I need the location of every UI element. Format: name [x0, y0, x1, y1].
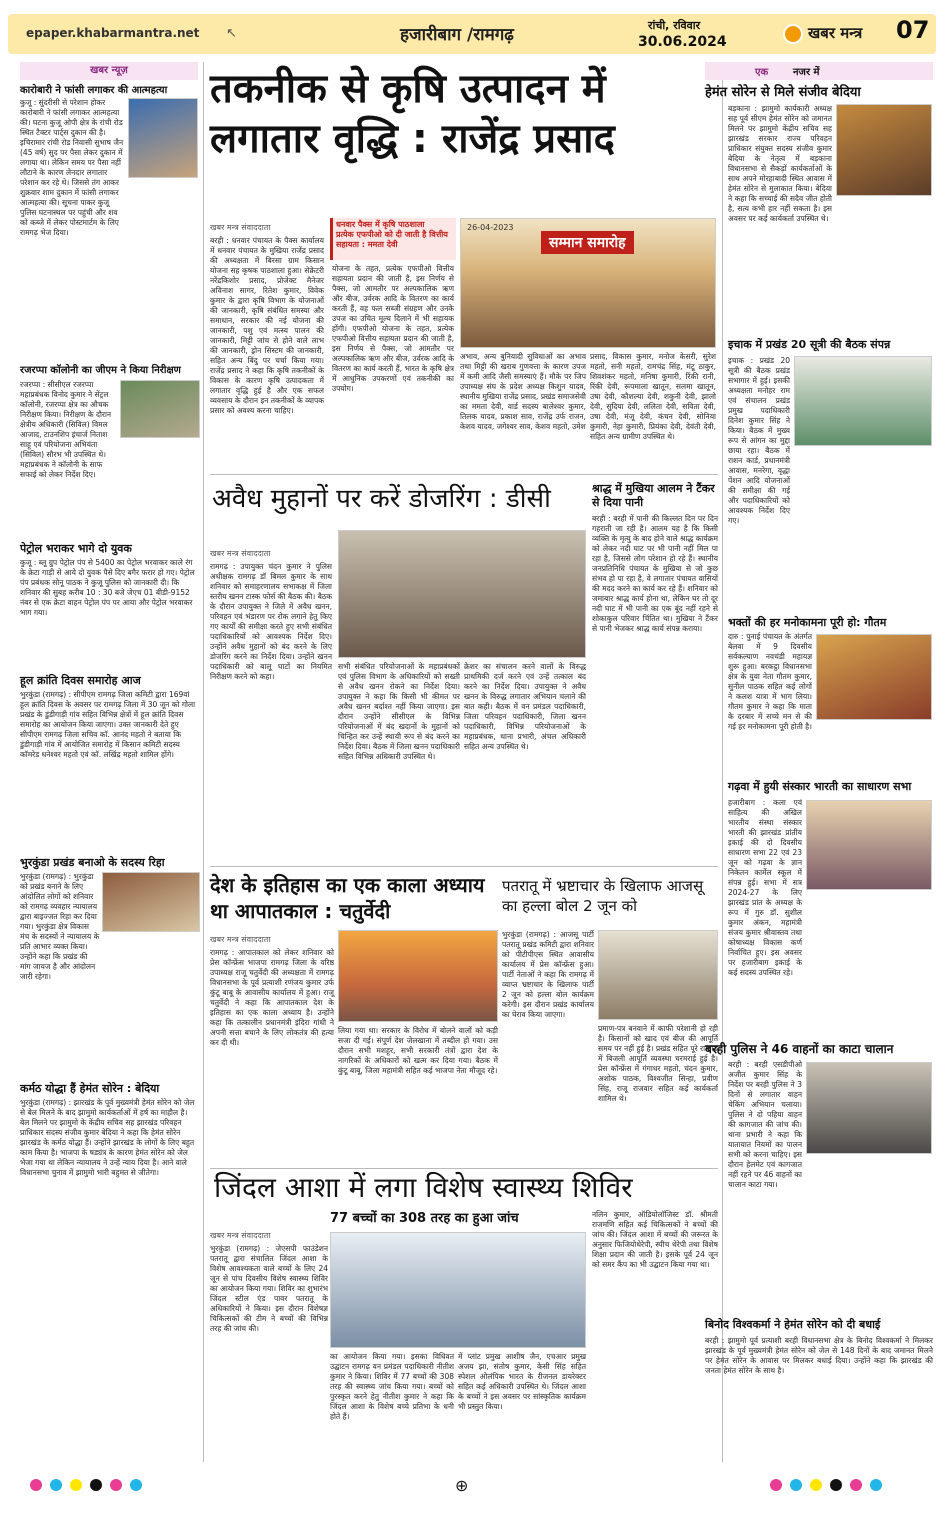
story-body: रजरप्पा : सीसीएल रजरप्पा महाप्रबंधक विनोद कुमार ने सेंट्रल कॉलोनी, रजरप्पा क्षेत्र का औचक निरीक्षण किया। निरीक्षण के दौरान क्षेत्रीय अधिकारी (सिविल) विमल आजाद, टाउनशिप इंचार्ज निताश साहू एवं परियोजना अभियंता (सिविल) सौरभ भी उपस्थित थे। महाप्रबंधक ने कॉलोनी के साफ सफाई को लेकर निर्देश दिए।: [20, 380, 112, 479]
story-headline: रजरप्पा कॉलोनी का जीएम ने किया निरीक्षण: [20, 365, 181, 376]
article-column-cont: [728, 200, 932, 328]
article-column: रामगढ़ : उपायुक्त चंदन कुमार ने पुलिस अधीक्षक रामगढ़ डॉ बिमल कुमार के साथ शनिवार को समाहरणालय सभाकक्ष में जिला स्तरीय खनन टास्क फोर्स की बैठक की। बैठक के दौरान उपायुक्त ने जिले में अवैध खनन, परिवहन एवं भंडारण पर रोक लगाने हेतु किए गए कार्यों की समीक्षा करते हुए सभी संबंधित पदाधिकारियों को आवश्यक निर्देश दिए। उन्होंने अवैध मुहानों को बंद करने के लिए डोजरिंग करने का निर्देश दिया। उन्होंने खनन पदाधिकारी को बालू घाटों का नियमित निरीक्षण करने को कहा।: [210, 562, 332, 681]
article-column: भुरकुंडा (रामगढ़) : जेएसपी फाउंडेशन पतरातू द्वारा संचालित जिंदल आशा के विशेष आवश्यकता वाले बच्चों के लिए 24 जून से पांच दिवसीय विशेष स्वास्थ्य शिविर का आयोजन किया गया। शिविर का शुभारंभ जिंदल स्टील एंड पावर पतरातू के अधिकारियों ने किया। इस दौरान विशेषज्ञ चिकित्सकों की टीम ने बच्चों की विभिन्न तरह की जांच की।: [210, 1244, 328, 1333]
article-column: बरही : बरही एसडीपीओ अजीत कुमार सिंह के निर्देश पर बरही पुलिस ने 3 दिनों से लगातार वाहन चेकिंग अभियान चलाया। पुलिस ने दो पहिया वाहन की कागजात की जांच की। थाना प्रभारी ने कहा कि यातायात नियमों का पालन सभी को करना चाहिए। इस दौरान हेलमेट एवं कागजात नहीं रहने पर 46 वाहनों का चालान काटा गया।: [728, 1060, 802, 1189]
story-body: भुरकुंडा (रामगढ़) : भुरकुंडा को प्रखंड बनाने के लिए आंदोलित लोगों को शनिवार को रामगढ़ व्यवहार न्यायालय द्वारा बाइज्जत रिहा कर दिया गया। भुरकुंडा क्षेत्र विकास मंच के सदस्यों ने न्यायालय के प्रति आभार व्यक्त किया। उन्होंने कहा कि प्रखंड की मांग जायज है और आंदोलन जारी रहेगा।: [20, 872, 100, 981]
emergency-headline: देश के इतिहास का एक काला अध्याय था आपातकाल : चतुर्वेदी: [210, 873, 485, 923]
column-divider: [203, 62, 204, 1462]
story-headline: इचाक में प्रखंड 20 सूत्री की बैठक संपन्न: [728, 338, 891, 351]
article-column: अभाव, अन्य बुनियादी सुविधाओं का अभाव तथा मिट्टी की खराब गुणवत्ता के कारण उपज में कमी आदि जैसी समस्याएं हैं। मौके पर जिप उपाध्यक्ष संघ के प्रदेश अध्यक्ष किशुन यादव, स्थानीय मुखिया राजेंद्र प्रसाद, प्रखंड समाजसेवी का ममता देवी, वार्ड सदस्य बालेश्वर कुमार, तिलक यादव, प्रकाश साव, राजेंद्र उर्फ राजन, केशव यादव, जगेश्वर साव, केशव महतो, उमेश: [460, 352, 586, 431]
article-column: बरही : धनवार पंचायत के पैक्स कार्यालय में धनवार पंचायत के मुखिया राजेंद्र प्रसाद की अध्यक्षता में बिरसा ग्राम किसान योजना सह कृषक पाठशाला हुआ। सेक्रेटरी नरेंद्रकिशोर प्रसाद, प्रोजेक्ट मैनेजर अविनाश सागर, रितेश कुमार, विवेक कुमार के द्वारा कृषि विभाग के योजनाओं की जानकारी, कृषि संबंधित समस्या और समाधान, सरकार की नई योजना की जानकारी, पशु एवं मत्स्य पालन की जानकारी, मिट्टी जांच से होने वाले लाभ की जानकारी, ड्रोन सिस्टम की जानकारी, सहित अन्य बिंदु पर चर्चा किया गया। राजेंद्र प्रसाद ने कहा कि कृषि तकनीकों के विकास के कारण कृषि उत्पादकता में लगातार वृद्धि हुई है और एक सफल व्यवसाय के दौरान इन तकनीकों के व्यापक प्रसार को अवश्य करना चाहिए।: [210, 236, 324, 415]
press-conference-photo: [338, 930, 498, 1022]
story-headline: बिनोद विश्वकर्मा ने हेमंत सोरेन को दी बधाई: [705, 1318, 881, 1331]
article-column: में प्लांट प्रमुख आशीष जैन, एचआर प्रमुख अजय झा, संतोष कुमार, केसी सिंह सहित स्पेशल ओलंपिक भारत के रीजनल डायरेक्टर सहित कई अधिकारी उपस्थित थे। जिंदल आशा के बच्चों ने इस अवसर पर सांस्कृतिक कार्यक्रम भी प्रस्तुत किया।: [458, 1352, 586, 1411]
story-body: भुरकुंडा (रामगढ़) : झारखंड के पूर्व मुख्यमंत्री हेमंत सोरेन को जेल से बेल मिलने के बाद झामुमो कार्यकर्ताओं में हर्ष का माहौल है। बेल मिलने पर झामुमो के केंद्रीय सचिव सह झारखंड परिवहन प्राधिकार सदस्य संजीव कुमार बेदिया ने कहा कि हेमंत सोरेन झारखंड के कर्मठ योद्धा हैं। उन्होंने झारखंड के लोगों के लिए बहुत काम किया है। भाजपा के षड्यंत्र के कारण हेमंत सोरेन को जेल भेजा गया था लेकिन न्यायालय ने उन्हें न्याय दिया है। आने वाले विधानसभा चुनाव में झामुमो भारी बहुमत से जीतेगा।: [20, 1098, 195, 1177]
brand-name: खबर मन्त्र: [808, 24, 863, 42]
article-column: का आयोजन किया गया। इसका विधिवत उद्घाटन रामगढ़ वन प्रमंडल पदाधिकारी नीतीश कुमार ने किया। शिविर में 77 बच्चों की 308 तरह की स्वास्थ्य जांच किया गया। बच्चों को पुरस्कृत करने हेतु नीतीश कुमार ने कहा कि जिंदल आशा के विशेष बच्चे प्रतिभा के धनी होते हैं।: [330, 1352, 454, 1421]
jindal-subhead: 77 बच्चों का 308 तरह का हुआ जांच: [330, 1211, 519, 1226]
tag-label: नजर में: [793, 67, 820, 78]
story-body: कुजू : ब्लू ग्रुप पेट्रोल पंप से 5400 का पेट्रोल भरवाकर काले रंग के क्रेटा गाड़ी से आये दो युवक पैसे दिए बगैर फरार हो गए। पेट्रोल पंप प्रबंधक सोनू पाठक ने कुजू पुलिस को जानकारी दी। कि शनिवार की सुबह करीब 10 : 30 बजे जेएच 01 बीडी-9152 नंबर से एक क्रेटा वाहन पेट्रोल पंप पर आया और पेट्रोल भरवाकर भाग गया।: [20, 558, 195, 617]
article-column: रामगढ़ : आपातकाल को लेकर शनिवार को प्रेस कॉन्फ्रेंस भाजपा रामगढ़ जिला के वरिष्ठ उपाध्यक्ष राजू चतुर्वेदी की अध्यक्षता में रामगढ़ विधानसभा के पूर्व प्रत्याशी रणंजय कुमार उर्फ कुंटू बाबू के आवासीय कार्यालय में हुआ। राजू चतुर्वेदी ने कहा कि आपातकाल देश के इतिहास का एक काला अध्याय है। उन्होंने कहा कि तत्कालीन प्रधानमंत्री इंदिरा गांधी ने अपनी सत्ता बचाने के लिए लोकतंत्र की हत्या कर दी थी।: [210, 948, 334, 1047]
section-place: हजारीबाग /रामगढ़: [400, 25, 514, 45]
highlight-box: [330, 218, 456, 260]
article-column: सभी संबंधित परियोजनाओं के महाप्रबंधकों एवं पुलिस विभाग के अधिकारियों को सख्ती से अवैध खनन रोकने का निर्देश दिया। उपायुक्त ने कहा कि किसी भी कीमत पर अवैध खनन बर्दाश्त नहीं किया जाएगा। इस दौरान उन्होंने सीसीएल के विभिन्न परियोजनाओं में बंद खदानों के मुहानों को चिन्हित कर उन्हें स्थायी रूप से बंद करने का निर्देश दिया। बैठक में जिला खनन पदाधिकारी सहित विभिन्न अधिकारी उपस्थित थे।: [338, 662, 460, 761]
lead-headline: तकनीक से कृषि उत्पादन में लगातार वृद्धि : राजेंद्र प्रसाद: [210, 66, 615, 162]
section-tag: खबर न्यूज़: [20, 62, 198, 80]
article-column: योजना के तहत, प्रत्येक एफपीओ वित्तीय सहायता प्रदान की जाती है, इस निर्णय से पैक्स, जो आमतौर पर अल्पकालिक ऋण और बीज, उर्वरक आदि के वितरण का कार्य करती हैं, वह फल सब्जी संग्रहण और उनके उपज का उचित मूल्य दिलाने में भी सहायक होंगी। एफपीओ योजना के तहत, प्रत्येक एफपीओ वित्तीय सहायता प्रदान की जाती है, इस निर्णय से पैक्स, जो आमतौर पर अल्पकालिक ऋण और बीज, उर्वरक आदि के वितरण का कार्य करती हैं, भारत के कृषि क्षेत्र में आधुनिक उपकरणों एवं तकनीकी का उपयोग।: [332, 264, 454, 393]
brand-logo-icon: [783, 24, 803, 44]
cursor-icon: ↖: [226, 26, 237, 41]
meeting-photo: [338, 530, 586, 658]
article-column: प्रमाण-पत्र बनवाने में काफी परेशानी हो रही है। किसानों को खाद एवं बीज की आपूर्ति समय पर नहीं हुई है। प्रखंड सहित पूरे रामगढ़ में बिजली आपूर्ति व्यवस्था चरमराई हुई है। प्रेस कॉन्फ्रेंस में गंगाधर महतो, चंदन कुमार, अशोक पाठक, विश्वजीत सिन्हा, प्रवीण सिंह, राजू राजवार सहित कई कार्यकर्ता शामिल थे।: [598, 1024, 718, 1103]
photo-banner: सम्मान समारोह: [541, 231, 634, 254]
byline: खबर मन्त्र संवाददाता: [210, 1231, 271, 1240]
story-body-cont: [20, 936, 198, 1072]
column-divider: [722, 62, 723, 1462]
article-column: हजारीबाग : कला एवं साहित्य की अखिल भारतीय संस्था संस्कार भारती की झारखंड प्रांतीय इकाई की दो दिवसीय साधारण सभा 22 एवं 23 जून को गढ़वा के ज्ञान निकेतन कार्मेल स्कूल में संपन्न हुई। सभा में सत्र 2024-27 के लिए झारखंड प्रांत के अध्यक्ष के रूप में गुरु डॉ. सुशील कुमार अंकन, महामंत्री संजय कुमार श्रीवास्तव तथा कोषाध्यक्ष विकास कर्ण निर्वाचित हुए। इस अवसर पर हजारीबाग इकाई के कई सदस्य उपस्थित रहे।: [728, 798, 802, 977]
article-column: बरही : बरही में पानी की किल्लत दिन पर दिन गहराती जा रही है। आलम यह है कि किसी व्यक्ति के मृत्यु के बाद होने वाले श्राद्ध कार्यक्रम को लेकर नदी घाट पर भी पानी नहीं मिल पा रहा है, जिससे लोग परेशान हो रहे हैं। स्थानीय जनप्रतिनिधि पंचायत के मुखिया से जो कुछ संभव हो पा रहा है, वे लगातार पंचायत वासियों की मदद करने का कार्य कर रहे हैं। शनिवार को जमाबार श्राद्ध कार्य होना था, लेकिन घर तो दूर नदी घाट में भी पानी का एक बूंद नहीं रहने से शोकाकुल परिवार चिंतित था। मुखिया ने टैंकर से पानी भेजकर श्राद्ध कार्य संपन्न कराया।: [592, 514, 718, 633]
story-headline: भुरकुंडा प्रखंड बनाओ के सदस्य रिहा: [20, 856, 165, 869]
article-column: प्रसाद, विकास कुमार, मनोज केसरी, सुरेश महतो, सनी महतो, रामचंद्र सिंह, मंटू ठाकुर, शिवशंकर महतो, मनिषा कुमारी, रिंकी रानी, रिंकी देवी, रूपमाला खातून, सलमा खातून, उषा देवी, कौशल्या देवी, शकुनी देवी, झालो देवी, सुदिया देवी, ललिता देवी, सविता देवी, उषा देवी, मंजू देवी, कंचन देवी, सोनिया कुमारी, नेहा कुमारी, प्रियंका देवी, देवंती देवी, सहित अन्य ग्रामीण उपस्थित थे।: [590, 352, 716, 441]
aajsu-headline: पतरातू में भ्रष्टाचार के खिलाफ आजसू का हल्ला बोल 2 जून को: [502, 877, 704, 915]
box-line: प्रत्येक एफपीओ को दी जाती है वित्तीय सहायता : ममता देवी: [336, 230, 448, 249]
section-divider: [210, 474, 718, 475]
vehicles-photo: [806, 1062, 932, 1154]
story-body-cont: [20, 180, 198, 358]
article-column: लिया गया था। सरकार के विरोध में बोलने वालों को कड़ी सजा दी गई। संपूर्ण देश जेलखाना में तब्दील हो गया। उस दौरान सभी मशहूर, सभी सरकारी तंत्रों द्वारा देश के नागरिकों के अधिकारों को खत्म कर दिया गया। बैठक में कुंटू बाबू, जिला महामंत्री सहित कई भाजपा नेता मौजूद रहे।: [338, 1026, 498, 1075]
jindal-headline: जिंदल आशा में लगा विशेष स्वास्थ्य शिविर: [214, 1171, 633, 1204]
edition-date: 30.06.2024: [638, 34, 727, 50]
tag-prefix: एक: [755, 67, 769, 78]
article-column: बड़काना : झामुमो कार्यकारी अध्यक्ष सह पूर्व सीएम हेमंत सोरेन को जमानत मिलने पर झामुमो केंद्रीय सचिव सह झारखंड सरकार राज्य परिवहन प्राधिकार संयुक्त सदस्य संजीव कुमार बेदिया के नेतृत्व में बड़काना विधानसभा से सैकड़ों कार्यकर्ताओं के साथ अपने मोरहाबादी स्थित आवास में हेमंत सोरेन से मुलाकात किया। बेदिया ने कहा कि सच्चाई की सदैव जीत होती है, सत्य कभी हार नहीं सकता है। इस अवसर पर कई कार्यकर्ता उपस्थित थे।: [728, 104, 832, 223]
story-headline: गढ़वा में हुयी संस्कार भारती का साधारण सभा: [728, 780, 912, 793]
dc-headline: अवैध मुहानों पर करें डोजरिंग : डीसी: [212, 484, 551, 514]
person-photo: [128, 98, 198, 178]
article-column: भुरकुंडा (रामगढ़) : आजसू पार्टी पतरातू प्रखंड कमिटी द्वारा शनिवार को पीटीपीएस स्थित आवासीय कार्यालय में प्रेस कॉन्फ्रेंस हुआ। पार्टी नेताओं ने कहा कि रामगढ़ में व्याप्त भ्रष्टाचार के खिलाफ पार्टी 2 जून को हल्ला बोल कार्यक्रम करेगी। इस दौरान प्रखंड कार्यालय का घेराव किया जाएगा।: [502, 930, 594, 1019]
story-headline: हेमंत सोरेन से मिले संजीव बेदिया: [705, 85, 861, 100]
byline: खबर मन्त्र संवाददाता: [210, 549, 271, 558]
box-head: धनवार पैक्स में कृषि पाठशाला: [336, 220, 425, 229]
procession-photo: [816, 634, 932, 720]
section-tag: [705, 62, 933, 80]
group-photo: [102, 872, 200, 932]
section-divider: [210, 1168, 718, 1169]
article-column: क्रेशर का संचालन करने वालों के विरुद्ध प्राथमिकी दर्ज करने एवं उन्हें तत्काल बंद करने का निर्देश दिया। उपायुक्त ने अवैध खनन के विरुद्ध लगातार अभियान चलाने की बात कही। बैठक में वन प्रमंडल पदाधिकारी, जिला परिवहन पदाधिकारी, जिला खनन पदाधिकारी, विभिन्न परियोजनाओं के महाप्रबंधक, थाना प्रभारी, अंचल अधिकारी सहित अन्य उपस्थित थे।: [464, 662, 586, 751]
story-headline: पेट्रोल भराकर भागे दो युवक: [20, 542, 132, 555]
story-headline: श्राद्ध में मुखिया आलम ने टैंकर से दिया पानी: [592, 482, 715, 509]
article-column: नलिन कुमार, ऑडियोलॉजिस्ट डॉ. श्रीमती राजमणि सहित कई चिकित्सकों ने बच्चों की जांच की। जिंदल आशा में बच्चों की जरूरत के अनुसार फिजियोथेरेपी, स्पीच थेरेपी तथा विशेष शिक्षा प्रदान की जाती है। इसके पूर्व 24 जून को समर कैंप का भी उद्घाटन किया गया था।: [592, 1210, 718, 1269]
article-column: इचाक : प्रखंड 20 सूत्री की बैठक प्रखंड सभागार में हुई। इसकी अध्यक्षता मनोहर राम एवं संचालन प्रखंड प्रमुख पदाधिकारी दिनेश कुमार सिंह ने किया। बैठक में मुख्य रूप से आंगन का मुद्दा छाया रहा। बैठक में राशन कार्ड, प्रधानमंत्री आवास, मनरेगा, वृद्धा पेंशन आदि योजनाओं की समीक्षा की गई और पदाधिकारियों को आवश्यक निर्देश दिए गए।: [728, 356, 790, 525]
page-number: 07: [896, 16, 930, 44]
section-divider: [210, 866, 718, 867]
sabha-group-photo: [806, 800, 932, 890]
article-column-cont: [794, 450, 932, 616]
site-url[interactable]: epaper.khabarmantra.net: [26, 26, 200, 40]
masthead: [8, 14, 936, 54]
aajsu-photo: [598, 930, 718, 1020]
story-headline: भक्तों की हर मनोकामना पूरी हो: गौतम: [728, 616, 887, 629]
edition-city: रांची, रविवार: [648, 19, 701, 32]
byline: खबर मन्त्र संवाददाता: [210, 935, 271, 944]
inspection-photo: [120, 380, 200, 438]
story-body: कुजू : सुंदरीसी से परेशान होकर कारोबारी ने फांसी लगाकर आत्महत्या की। घटना कुजू ओपी क्षेत्र के रांची रोड स्थित टैक्टर पार्ट्स दुकान की है। इचिरामार रांची रोड निवासी सुभाष जैन (45 वर्ष) सुद पर पैसा लेकर दुकान में लगाया था। लेकिन समय पर पैसा नहीं लौटाने के कारण लेनदार लगातार परेशान कर रहे थे। जिससे तंग आकर शुक्रवार शाम दुकान में फांसी लगाकर आत्महत्या की। सूचना पाकर कुजू पुलिस घटनास्थल पर पहुंची और शव को कब्जे में लेकर पोस्टमार्टम के लिए रामगढ़ भेज दिया।: [20, 98, 124, 237]
story-headline: हूल क्रांति दिवस समारोह आज: [20, 674, 141, 687]
health-camp-photo: [330, 1232, 586, 1348]
story-headline: कारोबारी ने फांसी लगाकर की आत्महत्या: [20, 85, 168, 96]
story-headline: बरही पुलिस ने 46 वाहनों का काटा चालान: [705, 1042, 894, 1056]
event-photo: [460, 218, 716, 348]
photo-date: 26-04-2023: [467, 223, 514, 232]
color-registration-marks: [770, 1479, 882, 1493]
meeting-photo: [836, 104, 932, 196]
article-column: बरही : झामुमो पूर्व प्रत्याशी बरही विधानसभा क्षेत्र के बिनोद विश्वकर्मा ने मिलकर झारखंड के पूर्व मुख्यमंत्री हेमंत सोरेन को जेल से 148 दिनों के बाद जमानत मिलने पर हेमंत सोरेन के आवास पर मिलकर बधाई दिया। उन्होंने कहा कि झारखंड की जनता हेमंत सोरेन के साथ है।: [705, 1336, 933, 1375]
meeting-hall-photo: [794, 356, 932, 446]
registration-cross-icon: ⊕: [455, 1476, 469, 1495]
byline: खबर मन्त्र संवाददाता: [210, 223, 271, 232]
story-body: भुरकुंडा (रामगढ़) : सीपीएम रामगढ़ जिला कमिटी द्वारा 169वां हूल क्रांति दिवस के अवसर पर रामगढ़ जिला में 30 जून को गोला प्रखंड के डुंडीगाड़ी गांव सहित विभिन्न क्षेत्रों में हूल क्रांति दिवस समारोह का आयोजन किया जाएगा। उक्त जानकारी देते हुए सीपीएम रामगढ़ जिला सचिव कॉ. आनंद महतो ने बताया कि डुंडीगाड़ी गांव में आयोजित समारोह में किसान कमिटी सदस्य कॉमरेड धनेश्वर महतो एवं कॉ. लखिंद्र महतो शामिल होंगे।: [20, 690, 196, 759]
color-registration-marks: [30, 1479, 142, 1493]
story-headline: कर्मठ योद्धा हैं हेमंत सोरेन : बेदिया: [20, 1082, 160, 1095]
article-column: दारु : पुनाई पंचायत के अंतर्गत बेलवा में 9 दिवसीय सर्वकल्याण नवचंडी महायज्ञ शुरू हुआ। बरकट्ठा विधानसभा क्षेत्र के युवा नेता गौतम कुमार, सुनील पाठक सहित कई लोगों ने कलश यात्रा में भाग लिया। गौतम कुमार ने कहा कि माता के दरबार में सच्चे मन से की गई हर मनोकामना पूरी होती है।: [728, 632, 812, 731]
